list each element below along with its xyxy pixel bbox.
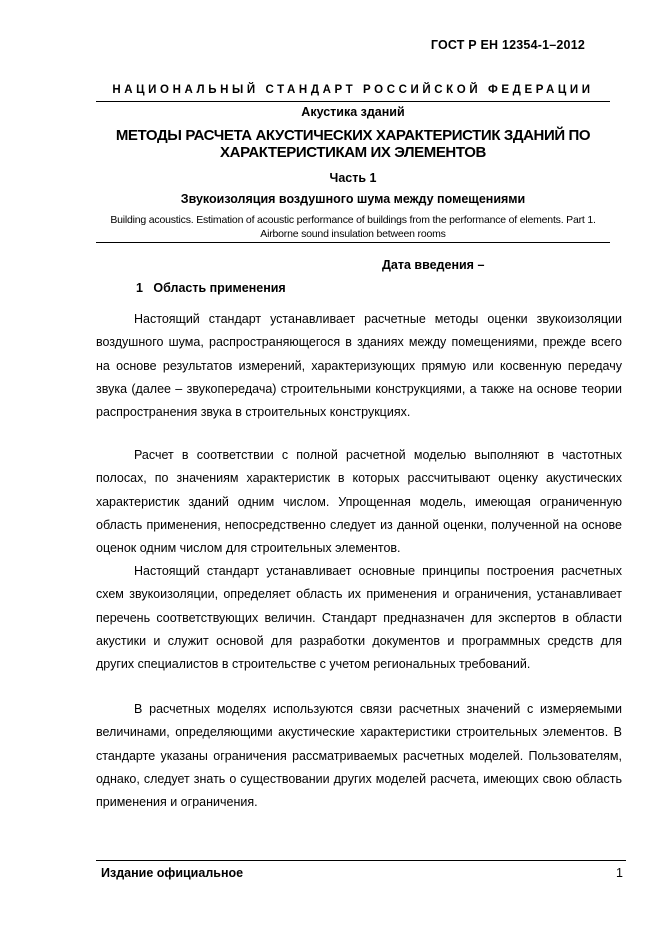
title-divider-bottom [96,242,610,243]
national-standard-heading: НАЦИОНАЛЬНЫЙ СТАНДАРТ РОССИЙСКОЙ ФЕДЕРАЦИИ [112,84,594,96]
section-heading [136,281,286,295]
paragraph: В расчетных моделях используются связи расчетных значений с измеряемыми величинами, определяющими акустические характеристики строительных элементов. В стандарте указаны ограничения рассматриваемых расчетных моделей. Пользователям, однако, следует знать о существовании других моделей расчета, имеющих свою область применения и ограничения. [96,702,622,810]
section-title: Область применения [153,281,286,295]
page-number: 1 [616,866,623,880]
english-title: Building acoustics. Estimation of acoustic performance of buildings from the performance of elements. Part 1. Airborne sound insulation between rooms [110,214,596,240]
paragraph: Настоящий стандарт устанавливает расчетные методы оценки звукоизоляции воздушного шума, распространяющегося в зданиях между помещениями, прежде всего на основе результатов измерений, характеризующих прямую или косвенную передачу звука (далее – звукопередача) строительными конструкциями, а также на основе теории распространения звука в строительных конструкциях. [96,312,622,420]
document-part-title: Звукоизоляция воздушного шума между помещениями [180,192,526,206]
paragraph: Настоящий стандарт устанавливает основные принципы построения расчетных схем звукоизоляции, определяет область их применения и ограничения, устанавливает перечень соответствующих величин. Стандарт предназначен для экспертов в области акустики и служит основой для разработки документов и программных средств для других специалистов в строительстве с учетом региональных требований. [96,564,622,672]
standard-code: ГОСТ Р ЕН 12354-1–2012 [430,38,585,52]
paragraph: Расчет в соответствии с полной расчетной моделью выполняют в частотных полосах, по значениям характеристик в которых рассчитывают оценку акустических характеристик зданий одним числом. Упрощенная модель, имеющая ограниченную область применения, непосредственно следует из данной оценки, полученной на основе оценок одним числом для строительных элементов. [96,448,622,556]
title-divider-top [96,101,610,102]
introduction-date: Дата введения – [382,258,485,272]
document-part: Часть 1 [329,171,377,185]
edition-label: Издание официальное [101,866,244,880]
footer-divider [96,860,626,861]
document-main-title: МЕТОДЫ РАСЧЕТА АКУСТИЧЕСКИХ ХАРАКТЕРИСТИК ЗДАНИЙ ПО ХАРАКТЕРИСТИКАМ ИХ ЭЛЕМЕНТОВ [115,127,591,161]
document-subject: Акустика зданий [301,105,405,119]
section-number: 1 [136,281,143,295]
